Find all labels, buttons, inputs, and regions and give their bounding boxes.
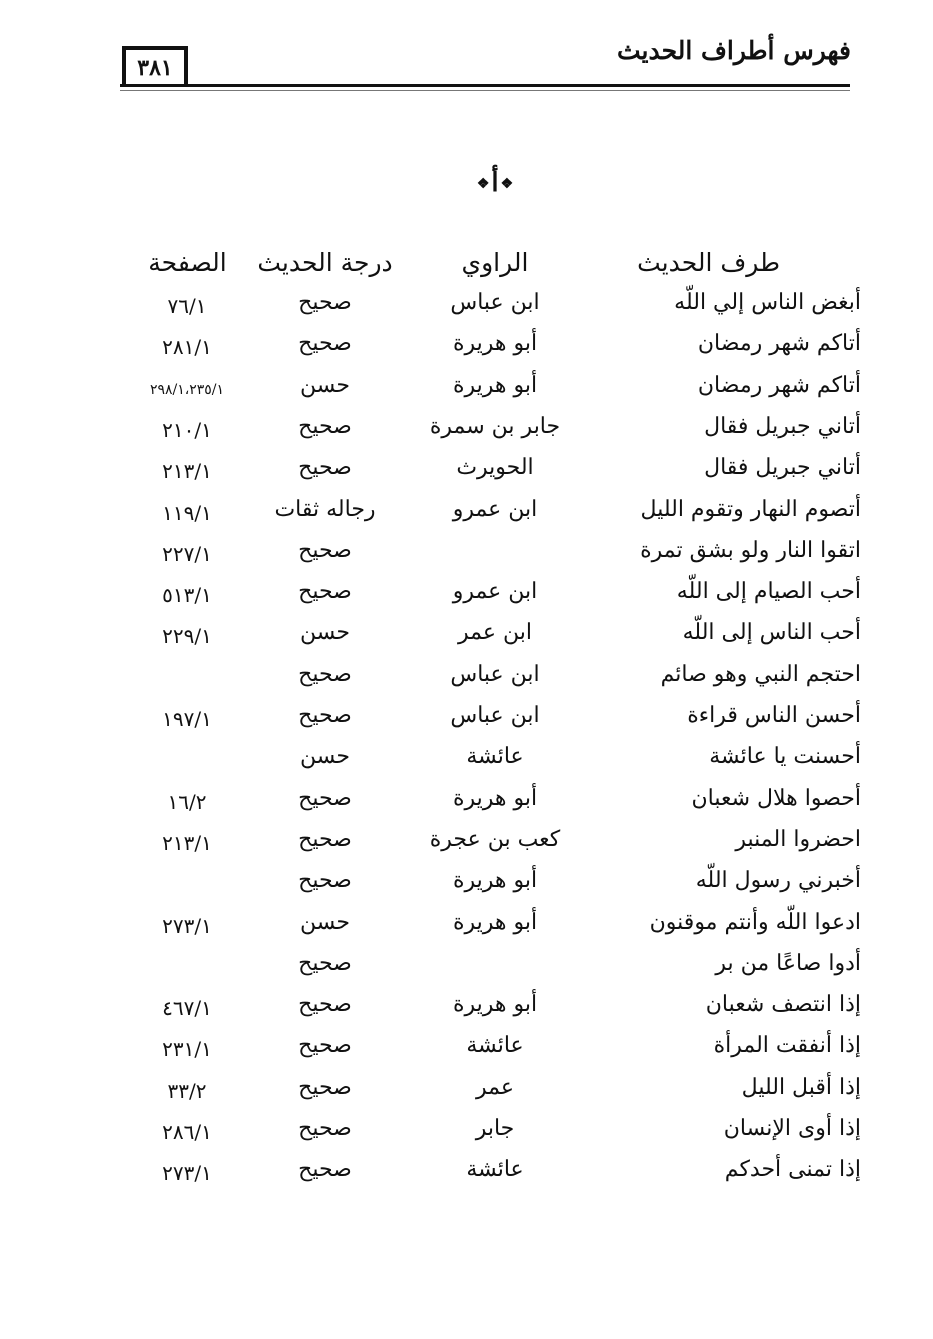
header-rule-thin [120, 90, 850, 91]
rawi-cell: ابن عباس [450, 290, 540, 315]
table-row [0, 331, 933, 371]
table-row [0, 497, 933, 537]
grade-cell: صحيح [298, 785, 352, 811]
hadith-cell: إذا انتصف شعبان [705, 992, 861, 1018]
hadith-cell: إذا أوى الإنسان [723, 1116, 861, 1141]
ornament-left-icon: ❖ [476, 176, 490, 192]
hadith-cell: أحصوا هلال شعبان [691, 785, 861, 811]
rawi-cell: ابن عمرو [452, 496, 538, 522]
table-row [0, 620, 933, 660]
rawi-cell: الحويرث [456, 455, 534, 481]
table-row [0, 951, 933, 991]
table-row [0, 827, 933, 867]
ornament-right-icon: ❖ [500, 176, 514, 192]
page-cell: ٥١٣/١ [162, 583, 212, 608]
rawi-cell: ابن عمر [458, 620, 532, 646]
grade-cell: صحيح [298, 826, 352, 852]
grade-cell: حسن [300, 620, 350, 646]
grade-cell: صحيح [298, 703, 352, 728]
page-cell: ٢٢٧/١ [162, 541, 212, 566]
page-cell: ٢٨١/١ [162, 335, 212, 360]
rawi-cell: أبو هريرة [452, 785, 538, 811]
table-row [0, 579, 933, 619]
table-row [0, 1157, 933, 1197]
grade-cell: صحيح [298, 331, 352, 357]
rawi-cell: أبو هريرة [452, 372, 538, 398]
table-row [0, 1033, 933, 1073]
rawi-cell: أبو هريرة [452, 868, 538, 894]
hadith-cell: إذا أقبل الليل [741, 1074, 861, 1100]
page-cell: ٤٦٧/١ [162, 996, 212, 1021]
hadith-cell: احتجم النبي وهو صائم [660, 661, 861, 687]
grade-cell: صحيح [298, 537, 352, 563]
grade-cell: حسن [300, 909, 350, 935]
grade-cell: حسن [300, 372, 350, 398]
page-cell: ١٩٧/١ [162, 707, 212, 731]
page-cell: ٢٧٣/١ [162, 913, 212, 938]
grade-cell: صحيح [298, 950, 352, 976]
hadith-cell: إذا تمنى أحدكم [724, 1157, 861, 1183]
rawi-cell: عمر [476, 1074, 514, 1100]
rawi-cell: عائشة [466, 1157, 524, 1183]
hadith-cell: أحسن الناس قراءة [687, 703, 861, 728]
page-cell: ١٦/٢ [167, 789, 207, 814]
page-cell: ٢٣١/١ [162, 1037, 212, 1062]
grade-cell: صحيح [298, 661, 352, 687]
hadith-cell: احضروا المنبر [735, 826, 861, 852]
table-row [0, 992, 933, 1032]
hadith-cell: أتاكم شهر رمضان [697, 331, 861, 357]
rawi-cell: عائشة [466, 1033, 524, 1059]
grade-cell: صحيح [298, 992, 352, 1018]
running-header-title: فهرس أطراف الحديث [616, 36, 851, 65]
column-header-page: الصفحة [148, 248, 227, 277]
hadith-cell: أحسنت يا عائشة [709, 744, 861, 770]
rawi-cell: أبو هريرة [452, 909, 538, 935]
grade-cell: رجاله ثقات [274, 496, 376, 522]
rawi-cell: ابن عمرو [452, 579, 538, 605]
grade-cell: صحيح [298, 1033, 352, 1059]
grade-cell: صحيح [298, 1157, 352, 1183]
rawi-cell: ابن عباس [450, 703, 540, 728]
page-cell: ٢٢٩/١ [162, 624, 212, 649]
hadith-cell: أحب الناس إلى اللّه [682, 620, 861, 646]
hadith-cell: أحب الصيام إلى اللّه [676, 579, 861, 605]
grade-cell: صحيح [298, 1074, 352, 1100]
page-cell: ٣٣/٢ [167, 1078, 207, 1103]
hadith-cell: أتصوم النهار وتقوم الليل [640, 496, 861, 522]
table-row [0, 538, 933, 578]
page-cell: ٢١٠/١ [162, 417, 212, 442]
hadith-cell: أتاكم شهر رمضان [697, 372, 861, 398]
page-cell: ٧٦/١ [167, 294, 207, 318]
table-row [0, 1075, 933, 1115]
grade-cell: صحيح [298, 413, 352, 439]
table-row [0, 910, 933, 950]
rawi-cell: جابر بن سمرة [429, 413, 561, 439]
column-header-grade: درجة الحديث [257, 248, 393, 277]
hadith-cell: إذا أنفقت المرأة [713, 1033, 861, 1059]
hadith-cell: أتاني جبريل فقال [704, 413, 861, 439]
page-cell: ٢٩٨/١،٢٣٥/١ [149, 381, 225, 398]
rawi-cell: عائشة [466, 744, 524, 770]
table-row [0, 373, 933, 413]
grade-cell: حسن [300, 744, 350, 770]
page-cell: ٢١٣/١ [162, 459, 212, 484]
table-row [0, 786, 933, 826]
table-row [0, 455, 933, 495]
section-letter-heading [455, 168, 535, 198]
table-row [0, 868, 933, 908]
rawi-cell: جابر [475, 1116, 515, 1141]
grade-cell: صحيح [298, 1116, 352, 1141]
table-row [0, 1116, 933, 1156]
table-row [0, 744, 933, 784]
hadith-cell: أدوا صاعًا من بر [715, 950, 861, 976]
hadith-cell: أبغض الناس إلي اللّه [674, 290, 861, 315]
grade-cell: صحيح [298, 868, 352, 894]
column-header-rawi: الراوي [461, 248, 529, 277]
hadith-cell: أخبرني رسول اللّه [695, 868, 861, 894]
header-rule [120, 84, 850, 87]
table-row [0, 703, 933, 743]
rawi-cell: ابن عباس [450, 661, 540, 687]
rawi-cell: أبو هريرة [452, 992, 538, 1018]
section-letter: أ [491, 168, 499, 198]
column-header-hadith: طرف الحديث [637, 248, 780, 277]
page-cell: ١١٩/١ [162, 500, 212, 525]
grade-cell: صحيح [298, 455, 352, 481]
hadith-cell: ادعوا اللّه وأنتم موقنون [649, 909, 861, 935]
hadith-cell: أتاني جبريل فقال [704, 455, 861, 481]
page-cell: ٢١٣/١ [162, 830, 212, 855]
rawi-cell: أبو هريرة [452, 331, 538, 357]
rawi-cell: كعب بن عجرة [429, 826, 561, 852]
page-cell: ٢٧٣/١ [162, 1161, 212, 1186]
table-row [0, 414, 933, 454]
page-cell: ٢٨٦/١ [162, 1120, 212, 1144]
grade-cell: صحيح [298, 290, 352, 315]
table-row [0, 662, 933, 702]
hadith-cell: اتقوا النار ولو بشق تمرة [640, 537, 861, 563]
page-number: ٣٨١ [122, 46, 188, 86]
table-row [0, 290, 933, 330]
grade-cell: صحيح [298, 579, 352, 605]
